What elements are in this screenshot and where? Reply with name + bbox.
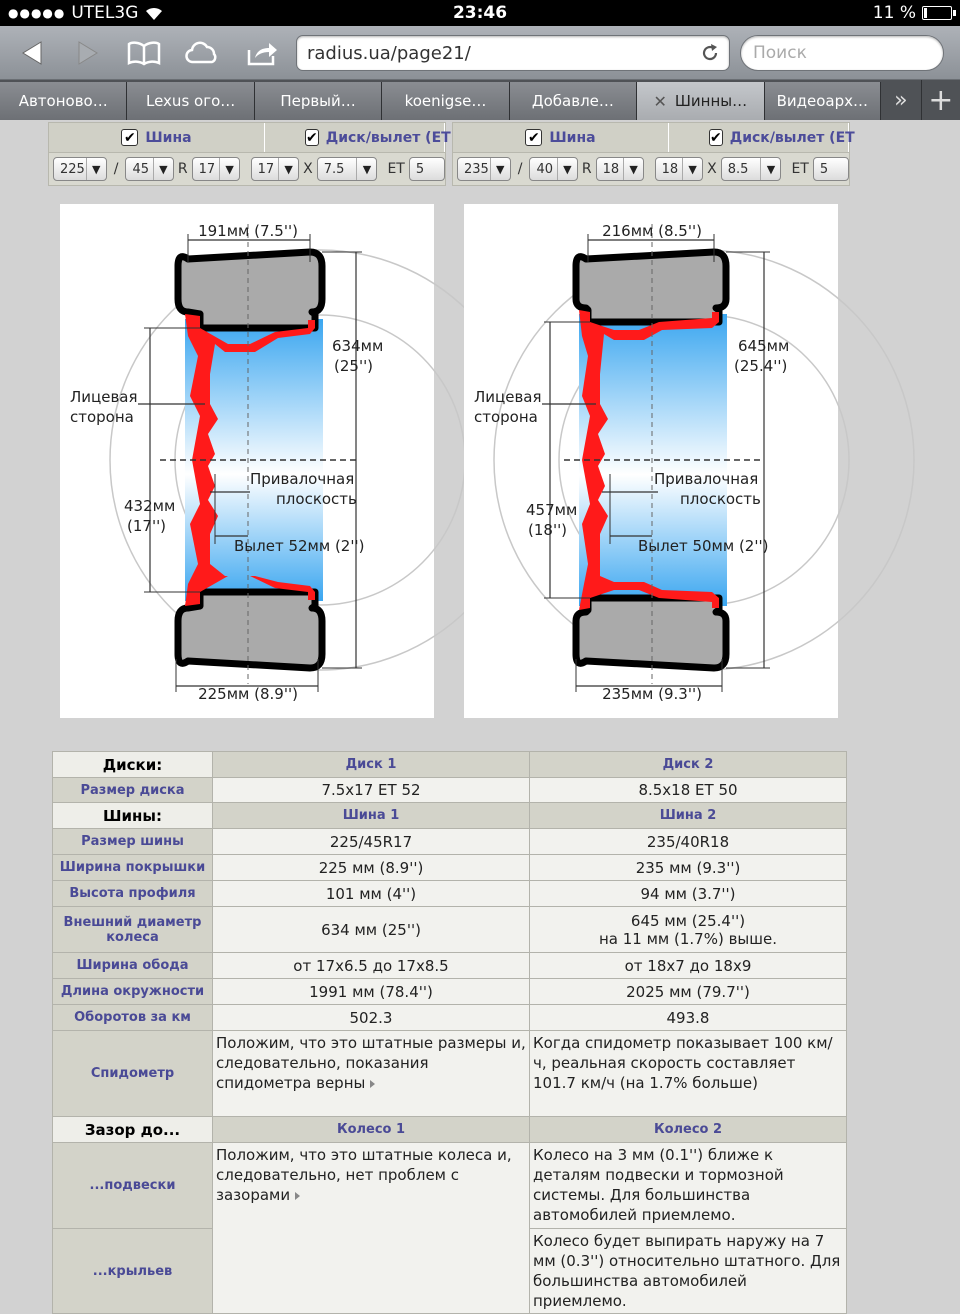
new-tab-button[interactable]: + [921, 80, 960, 120]
face-label-1: Лицевая [70, 388, 138, 406]
table-row [53, 1117, 847, 1143]
dropdown-arrow-icon: ▼ [278, 158, 298, 180]
tire-diameter-select[interactable] [192, 157, 240, 181]
row-label: Размер диска [53, 778, 213, 803]
table-row [53, 979, 847, 1005]
tab-5[interactable] [510, 82, 637, 120]
back-arrow-icon [19, 40, 43, 66]
bookmarks-button[interactable] [124, 34, 164, 72]
table-row [53, 953, 847, 979]
offset-label: Вылет 52мм (2'') [234, 537, 365, 555]
table-row [53, 1005, 847, 1031]
select-value: 8.5 [727, 161, 749, 177]
table-row [53, 752, 847, 778]
outer-dia-label: 645мм [738, 337, 790, 355]
tab-2[interactable] [127, 82, 254, 120]
table-row [53, 1143, 847, 1229]
status-bar [0, 0, 960, 26]
share-button[interactable] [242, 34, 282, 72]
tab-1[interactable] [0, 82, 127, 120]
row-label: Ширина покрышки [53, 855, 213, 881]
cell-value: 1991 мм (78.4'') [213, 979, 530, 1005]
book-icon [127, 41, 161, 65]
wheel-diagram-2 [464, 204, 838, 718]
network-type: 3G [114, 3, 139, 23]
select-value: 17 [198, 161, 216, 177]
dropdown-arrow-icon: ▼ [490, 158, 510, 180]
forward-button[interactable] [72, 34, 106, 72]
row-label: Спидометр [53, 1031, 213, 1117]
row-label: Внешний диаметр колеса [53, 907, 213, 953]
select-value: 5 [819, 161, 829, 177]
mount-label-2: плоскость [276, 490, 357, 508]
r-label: R [581, 161, 592, 177]
select-value: 17 [257, 161, 275, 177]
row-label: ...крыльев [53, 1229, 213, 1314]
tire-width-select[interactable] [457, 157, 511, 181]
dropdown-arrow-icon: ▼ [219, 158, 239, 180]
speedo-1-text: Положим, что это штатные размеры и, следовательно, показания спидометра верны [216, 1034, 526, 1092]
cell-value: 101 мм (4'') [213, 881, 530, 907]
reload-icon[interactable] [699, 42, 721, 64]
tire-selector-2 [452, 122, 855, 186]
bottom-width-label: 235мм (9.3'') [602, 685, 702, 703]
table-row [53, 778, 847, 803]
cell-value: 94 мм (3.7'') [530, 881, 847, 907]
carrier-name: UTEL [71, 3, 115, 23]
back-button[interactable] [14, 34, 48, 72]
disc1-header: Диск 1 [213, 752, 530, 778]
signal-icon: ●●●●● [8, 6, 66, 20]
row-label: Длина окружности [53, 979, 213, 1005]
susp-1-text: Положим, что это штатные колеса и, следовательно, нет проблем с зазорами [216, 1146, 512, 1204]
cell-text: Колесо на 3 мм (0.1'') ближе к деталям подвески и тормозной системы. Для большинства автомобилей приемлемо. [530, 1143, 847, 1229]
disc-header-cell [265, 123, 451, 152]
tires-section-header: Шины: [53, 803, 213, 829]
outer-dia-label: 634мм [332, 337, 384, 355]
cell-value: 7.5x17 ET 52 [213, 778, 530, 803]
search-placeholder: Поиск [753, 43, 807, 63]
outer-dia-inch-label: (25.4'') [734, 357, 788, 375]
row-label: Высота профиля [53, 881, 213, 907]
dropdown-arrow-icon: ▼ [760, 158, 780, 180]
r-label: R [177, 161, 188, 177]
dropdown-arrow-icon: ▼ [153, 158, 173, 180]
row-label: Оборотов за км [53, 1005, 213, 1031]
bottom-width-label: 225мм (8.9'') [198, 685, 298, 703]
more-tabs-icon[interactable]: » [894, 87, 908, 113]
cell-value: 2025 мм (79.7'') [530, 979, 847, 1005]
disc-diameter-select[interactable] [251, 157, 299, 181]
browser-toolbar [0, 26, 960, 80]
page-content [0, 120, 960, 1310]
forward-arrow-icon [77, 40, 101, 66]
tab-label: Автоново… [18, 92, 108, 110]
row-label: ...подвески [53, 1143, 213, 1229]
tire-header: Шина [145, 129, 192, 146]
x-label: X [303, 161, 313, 177]
rim-dia-inch-label: (17'') [127, 517, 167, 535]
select-value: 40 [536, 161, 553, 177]
tab-label: Добавле… [531, 92, 614, 110]
wheel1-header: Колесо 1 [213, 1117, 530, 1143]
dropdown-arrow-icon: ▼ [356, 158, 376, 180]
cell-value: 493.8 [530, 1005, 847, 1031]
expand-arrow-icon[interactable] [295, 1192, 300, 1200]
tab-3[interactable] [255, 82, 382, 120]
wheel-diagram-1 [60, 204, 434, 718]
select-value: 18 [661, 161, 679, 177]
cell-text: Колесо будет выпирать наружу на 7 мм (0.3'') относительно штатного. Для большинства автомобилей приемлемо. [530, 1229, 847, 1314]
cell-text [213, 1143, 530, 1314]
cell-text [213, 1031, 530, 1117]
row-label: Ширина обода [53, 953, 213, 979]
clock: 23:46 [452, 3, 508, 23]
select-value: 45 [132, 161, 149, 177]
cloud-icon [184, 41, 220, 65]
expand-arrow-icon[interactable] [370, 1080, 375, 1088]
x-label: X [707, 161, 717, 177]
top-width-label: 191мм (7.5'') [198, 222, 298, 240]
cell-value: от 17x6.5 до 17x8.5 [213, 953, 530, 979]
close-tab-icon[interactable]: ✕ [653, 91, 667, 111]
battery-percent: 11 % [872, 3, 916, 23]
tab-6-active[interactable] [637, 82, 764, 120]
cell-value: 634 мм (25'') [213, 907, 530, 953]
battery-icon [922, 6, 952, 20]
tire-header-cell [49, 123, 265, 152]
wheel2-header: Колесо 2 [530, 1117, 847, 1143]
tab-bar [0, 80, 960, 120]
discs-section-header: Диски: [53, 752, 213, 778]
outer-dia-2-value: 645 мм (25.4'') [630, 911, 746, 930]
outer-dia-inch-label: (25'') [334, 357, 374, 375]
mount-label-1: Привалочная [250, 470, 355, 488]
mount-label-1: Привалочная [654, 470, 759, 488]
tire-checkbox[interactable]: ✔ [525, 129, 542, 146]
comparison-table [52, 751, 847, 1314]
disc-diameter-select[interactable] [655, 157, 703, 181]
dropdown-arrow-icon: ▼ [682, 158, 702, 180]
mount-label-2: плоскость [680, 490, 761, 508]
tab-4[interactable] [382, 82, 509, 120]
tire-profile-select[interactable] [529, 157, 577, 181]
tire-selector-1 [48, 122, 451, 186]
cell-value: 8.5x18 ET 50 [530, 778, 847, 803]
clearance-section-header: Зазор до... [53, 1117, 213, 1143]
row-label: Размер шины [53, 829, 213, 855]
icloud-tabs-button[interactable] [182, 34, 222, 72]
select-value: 7.5 [323, 161, 345, 177]
disc-checkbox[interactable]: ✔ [710, 129, 722, 146]
et-label: ЕТ [791, 161, 809, 177]
tire1-header: Шина 1 [213, 803, 530, 829]
rim-dia-label: 457мм [526, 501, 578, 519]
tire-header-cell [453, 123, 669, 152]
cell-value: 225 мм (8.9'') [213, 855, 530, 881]
table-row [53, 855, 847, 881]
table-row [53, 829, 847, 855]
disc2-header: Диск 2 [530, 752, 847, 778]
et-select[interactable] [813, 157, 849, 181]
rim-dia-label: 432мм [124, 497, 176, 515]
face-label-1: Лицевая [474, 388, 542, 406]
et-select[interactable] [409, 157, 445, 181]
share-icon [245, 40, 279, 66]
tire-checkbox[interactable]: ✔ [121, 129, 138, 146]
tab-label: Видеоарх… [776, 92, 869, 110]
table-row [53, 1031, 847, 1117]
address-bar[interactable] [296, 35, 730, 71]
wheel-diagram-svg [464, 204, 838, 718]
disc-checkbox[interactable]: ✔ [306, 129, 318, 146]
tab-label: koenigse… [404, 92, 487, 110]
dropdown-arrow-icon: ▼ [557, 158, 577, 180]
tire-header: Шина [549, 129, 596, 146]
rim-width-select[interactable] [721, 157, 782, 181]
tab-7[interactable] [765, 82, 882, 120]
select-value: 235 [464, 161, 489, 177]
disc-header-cell [669, 123, 855, 152]
cell-value: 235/40R18 [530, 829, 847, 855]
dropdown-arrow-icon: ▼ [86, 158, 106, 180]
disc-header: Диск/вылет (ЕТ [325, 129, 451, 146]
cell-value [530, 907, 847, 953]
rim-dia-inch-label: (18'') [528, 521, 568, 539]
disc-header: Диск/вылет (ЕТ [729, 129, 855, 146]
tire-profile-select[interactable] [125, 157, 173, 181]
rim-width-select[interactable] [317, 157, 378, 181]
cell-value: 225/45R17 [213, 829, 530, 855]
et-label: ЕТ [387, 161, 405, 177]
offset-label: Вылет 50мм (2'') [638, 537, 769, 555]
tab-label: Первый… [280, 92, 356, 110]
cell-value: от 18x7 до 18x9 [530, 953, 847, 979]
outer-dia-2-diff: на 11 мм (1.7%) выше. [598, 929, 777, 948]
cell-value: 502.3 [213, 1005, 530, 1031]
select-value: 5 [415, 161, 425, 177]
table-row [53, 907, 847, 953]
wheel-diagram-svg [60, 204, 434, 718]
cell-text: Когда спидометр показывает 100 км/ч, реальная скорость составляет 101.7 км/ч (на 1.7% больше) [530, 1031, 847, 1117]
search-input[interactable] [740, 35, 944, 71]
top-width-label: 216мм (8.5'') [602, 222, 702, 240]
slash-separator: / [517, 161, 523, 177]
tire2-header: Шина 2 [530, 803, 847, 829]
face-label-2: сторона [474, 408, 538, 426]
select-value: 18 [602, 161, 620, 177]
table-row [53, 803, 847, 829]
cell-value: 235 мм (9.3'') [530, 855, 847, 881]
tire-width-select[interactable] [53, 157, 107, 181]
slash-separator: / [113, 161, 119, 177]
table-row [53, 881, 847, 907]
select-value: 225 [60, 161, 85, 177]
tab-label: Lexus ого… [146, 92, 236, 110]
battery-info [873, 3, 952, 23]
tab-label: Шинны… [674, 92, 748, 110]
face-label-2: сторона [70, 408, 134, 426]
url-text: radius.ua/page21/ [307, 43, 471, 64]
dropdown-arrow-icon: ▼ [623, 158, 643, 180]
tire-diameter-select[interactable] [596, 157, 644, 181]
